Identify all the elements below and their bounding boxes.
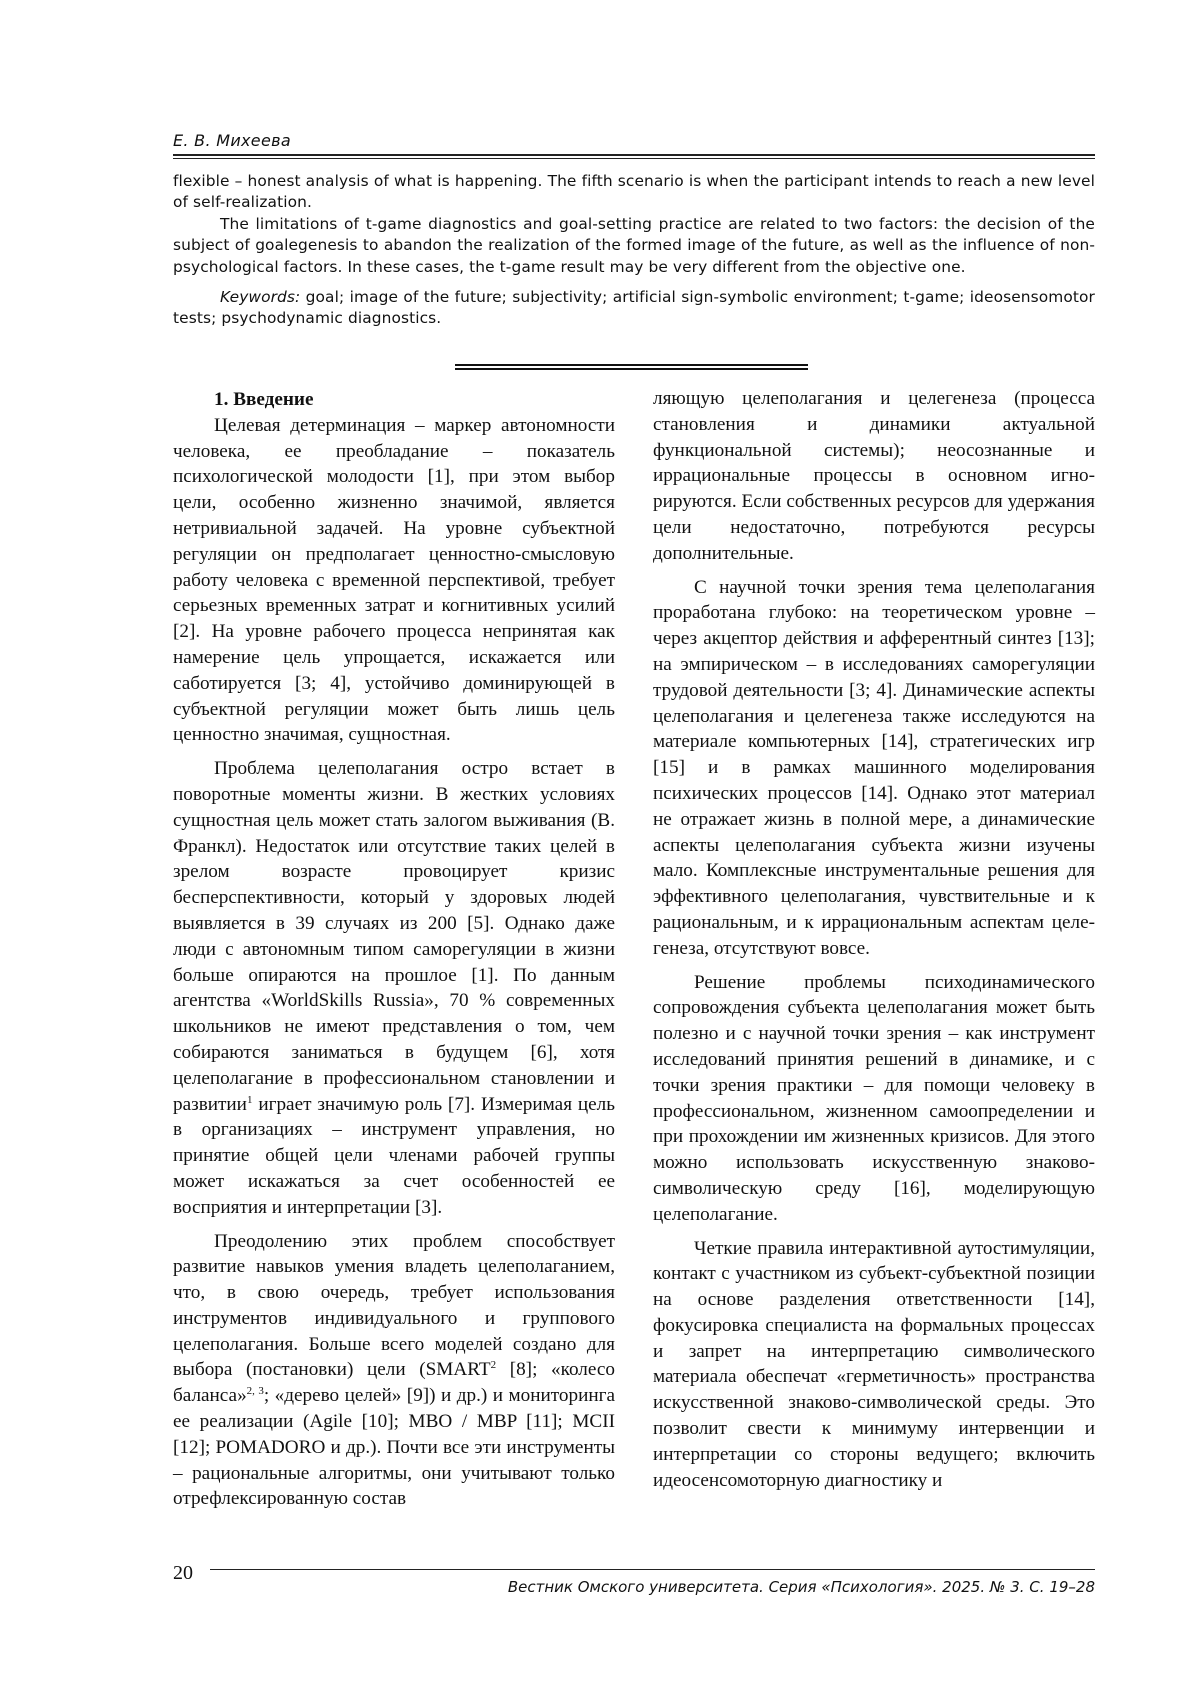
body-paragraph: Решение проблемы психодинамического сопровождения субъекта целеполагания может быть полезно и с научной точки зрения – как инструмент исследований принятия решений в динамике, и с точки зрения практики – для помощи человеку в профессиональном, жизненном самоопределении и при прохождении им жизненных кризисов. Для этого можно использовать искусственную знаково-символическую среду [16], моделирующую целеполагание.: [653, 971, 1095, 1225]
body-paragraph-continued: ляющую целеполагания и целегенеза (процесса становления и динамики актуальной функциональной системы); неосознанные и иррациональные процессы в основном игнорируются. Если собственных ресурсов для удержания цели недостаточно, потребуются ресурсы дополнительные.: [653, 388, 1095, 564]
header-rule-thin: [173, 158, 1095, 159]
body-paragraph: Целевая детерминация – маркер автономности человека, ее преобладание – показатель психологической молодости [1], при этом выбор цели, особенно жизненно значимой, является нетривиальной задачей. На уровне субъектной регуляции он предполагает ценностно-смысловую работу человека с временной перспективой, требует серьезных временных затрат и когнитивных усилий [2]. На уровне рабочего процесса непринятая как намерение цель упрощается, искажается или саботируется [3; 4], устойчиво доминирующей в субъектной регуляции может быть лишь цель ценностно значимая, сущностная.: [173, 414, 615, 746]
paragraph-text: Проблема целеполагания остро встает в поворотные моменты жизни. В жестких условиях сущностная цель может стать залогом выживания (В. Франкл). Недостаток или отсутствие таких целей в зрелом возрасте провоцирует кризис бесперспективности, который у здоровых людей выявляется в 39 случаях из 200 [5]. Однако даже люди с автономным типом саморегуляции в жизни больше опираются на прошлое [1]. По данным агентства «WorldSkills Russia», 70 % современных школьников не имеют представления о том, чем собираются заниматься в будущем [6], хотя целеполагание в профессиональном становлении и развитии: [173, 758, 615, 1115]
abstract-paragraph-2: The limitations of t-game diagnostics and goal-setting practice are related to two factors: the decision of the subject of goalegenesis to abandon the realization of the formed image of the future, as well as the influence of non-psychological factors. In these cases, the t-game result may be very different from the objective one.: [173, 214, 1095, 276]
footnote-marker: 2: [490, 1359, 497, 1372]
body-paragraph: С научной точки зрения тема целеполагания проработана глубоко: на теоретическом уровне – через акцептор действия и афферентный синтез [13]; на эмпирическом – в исследованиях саморегуляции трудовой деятельности [3; 4]. Динамические аспекты целеполагания и целегенеза также исследуются на материале компьютерных [14], стратегических игр [15] и в рамках машинного моделирования психических процессов [14]. Однако этот материал не отражает жизнь в полной мере, а динамические аспекты целеполагания субъекта жизни изучены мало. Комплексные инструментальные решения для эффективного целеполагания, чувствительные и к рациональным, и к иррациональным аспектам целегенеза, отсутствуют вовсе.: [653, 576, 1095, 959]
paragraph-text: ; «дерево целей» [9]) и др.) и мониторинга ее реализации (Agile [10]; MBO / MBP [11]; MCII [12]; POMADORO и др.). Почти все эти инструменты – рациональные алгоритмы, они учитывают только отрефлексированную состав: [173, 1385, 616, 1510]
footnote-marker: 2, 3: [246, 1385, 264, 1398]
paragraph-text: [8]; «колесо баланса»: [173, 1359, 615, 1407]
paragraph-text: Преодолению этих проблем способствует развитие навыков умения владеть целеполаганием, что, в свою очередь, требует использования инструментов индивидуального и группового целеполагания. Больше всего моделей создано для выбора (постановки) цели (SMART: [173, 1230, 615, 1381]
body-paragraph: [173, 1229, 615, 1513]
body-paragraph: [173, 756, 615, 1220]
page-number: 20: [173, 1562, 193, 1584]
abstract-paragraph-1: flexible – honest analysis of what is happening. The fifth scenario is when the participant intends to reach a new level of self-realization.: [173, 172, 1095, 212]
body-paragraph: Четкие правила интерактивной аутостимуляции, контакт с участником из субъект-субъектной позиции на основе разделения ответственности [14], фокусировка специалиста на формальных процессах и запрет на интерпретацию символического материала обеспечат «герметичность» пространства искусственной знаково-символической среды. Это позволит свести к минимуму интервенции и интерпретации со стороны ведущего; включить идеосенсомоторную диагностику и: [653, 1237, 1095, 1491]
keywords-label: Keywords:: [220, 288, 301, 307]
journal-citation: Вестник Омского университета. Серия «Психология». 2025. № 3. С. 19–28: [507, 1578, 1095, 1596]
footnote-marker: 1: [246, 1093, 253, 1106]
english-abstract: [173, 171, 1095, 330]
section-separator-second: [455, 368, 808, 370]
abstract-keywords: [173, 287, 1095, 330]
section-heading: 1. Введение: [214, 389, 314, 410]
right-column: [653, 386, 1095, 1501]
section-separator: [455, 364, 808, 366]
footer-rule: [210, 1569, 1095, 1570]
paragraph-text: играет значимую роль [7]. Измеримая цель в организациях – инструмент управления, но принятие общей цели членами рабочей группы может искажаться за счет особенностей ее восприятия и интерпретации [3].: [173, 1093, 615, 1218]
header-rule: [173, 154, 1095, 156]
left-column: [173, 387, 615, 1520]
running-header-author: Е. В. Михеева: [173, 131, 291, 150]
keywords-text: goal; image of the future; subjectivity; artificial sign-symbolic environment; t-game; ideosensomotor tests; psychodynamic diagnostics.: [173, 288, 1095, 328]
